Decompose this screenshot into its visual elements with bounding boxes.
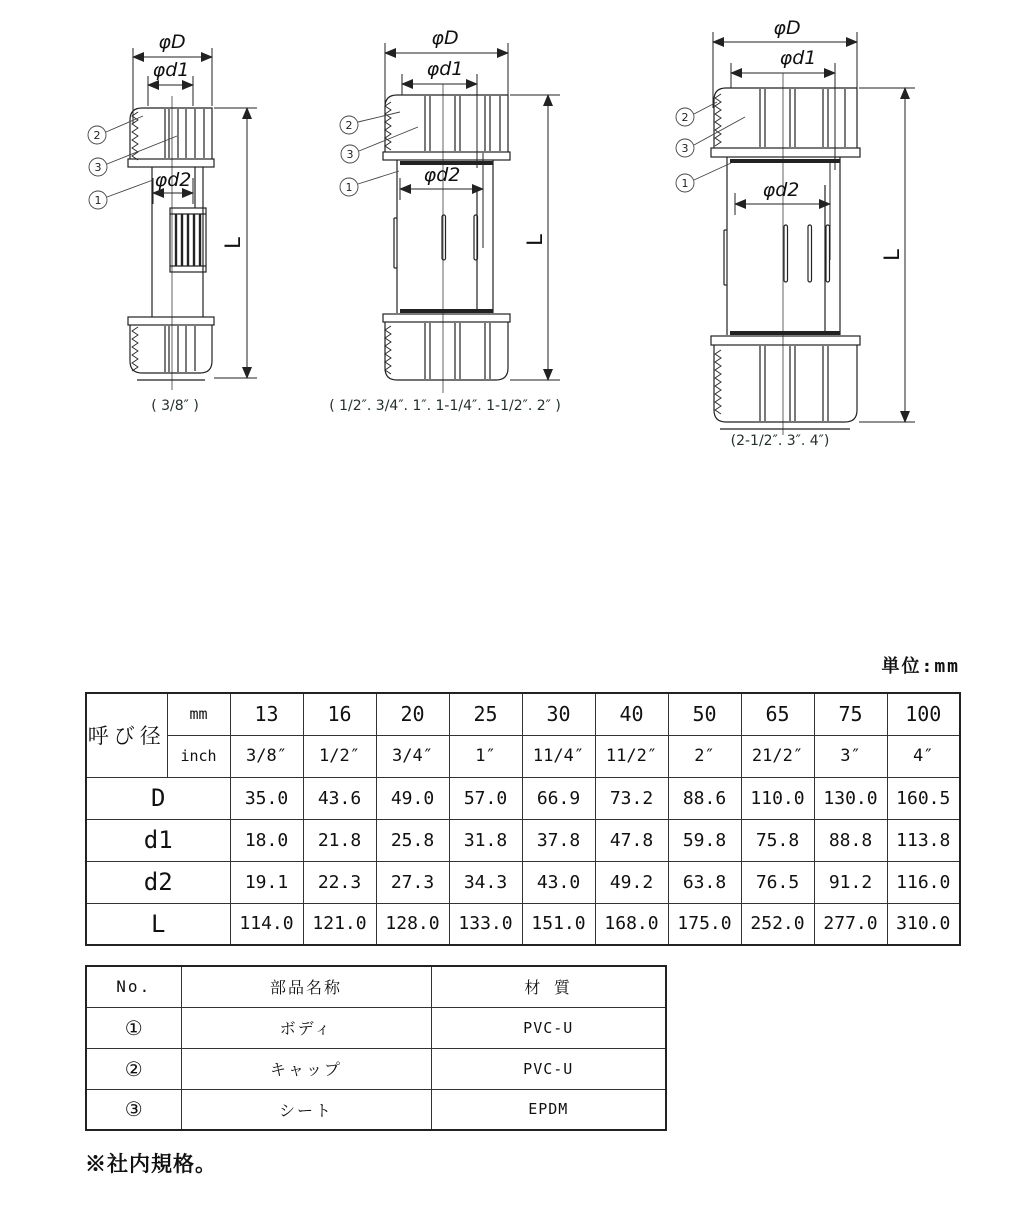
dim-value-cell: 21.8	[303, 819, 376, 861]
part-no: ③	[86, 1089, 181, 1130]
inch-value-cell: 3/8″	[230, 735, 303, 777]
mm-value-cell: 65	[741, 693, 814, 735]
dim-value-cell: 35.0	[230, 777, 303, 819]
dim-value-cell: 175.0	[668, 903, 741, 945]
mm-value-cell: 75	[814, 693, 887, 735]
inch-value-cell: 11/2″	[595, 735, 668, 777]
row-label-d2: d2	[86, 861, 230, 903]
part-material: PVC-U	[431, 1048, 666, 1089]
mm-value-cell: 13	[230, 693, 303, 735]
parts-row-cap	[86, 1048, 666, 1089]
dim-label-phi-d2: φd2	[154, 169, 192, 191]
unit-label: 単位:mm	[881, 656, 960, 677]
callout-3: 3	[94, 161, 102, 174]
callout-2: 2	[681, 111, 689, 124]
dim-label-phi-d2: φd2	[423, 164, 461, 186]
dim-value-cell: 31.8	[449, 819, 522, 861]
dim-value-cell: 151.0	[522, 903, 595, 945]
mm-value-cell: 40	[595, 693, 668, 735]
dim-value-cell: 128.0	[376, 903, 449, 945]
dim-label-phi-d: φD	[431, 27, 459, 49]
part-material: PVC-U	[431, 1007, 666, 1048]
dim-label-phi-d1: φd1	[426, 58, 464, 80]
dim-value-cell: 110.0	[741, 777, 814, 819]
dim-value-cell: 75.8	[741, 819, 814, 861]
dim-value-cell: 130.0	[814, 777, 887, 819]
dim-value-cell: 57.0	[449, 777, 522, 819]
coupling-drawing-2half-to-4	[665, 17, 930, 460]
drawing-caption: ( 1/2″. 3/4″. 1″. 1-1/4″. 1-1/2″. 2″ )	[329, 398, 561, 414]
dim-label-phi-d1: φd1	[779, 47, 817, 69]
dim-label-l: L	[880, 249, 904, 261]
dim-value-cell: 22.3	[303, 861, 376, 903]
parts-header-no: No.	[86, 966, 181, 1007]
part-name: シート	[181, 1089, 431, 1130]
inch-value-cell: 1/2″	[303, 735, 376, 777]
coupling-outline	[711, 73, 860, 435]
dimension-lines	[713, 32, 915, 422]
callout-3: 3	[681, 142, 689, 155]
dim-label-l: L	[221, 237, 245, 249]
dim-value-cell: 133.0	[449, 903, 522, 945]
dim-value-cell: 113.8	[887, 819, 960, 861]
callout-1: 1	[345, 181, 353, 194]
mm-value-cell: 100	[887, 693, 960, 735]
dim-label-phi-d: φD	[158, 31, 186, 53]
dim-value-cell: 168.0	[595, 903, 668, 945]
dim-value-cell: 66.9	[522, 777, 595, 819]
dim-value-cell: 88.8	[814, 819, 887, 861]
parts-row-body	[86, 1007, 666, 1048]
dim-value-cell: 63.8	[668, 861, 741, 903]
inch-value-cell: 2″	[668, 735, 741, 777]
dim-value-cell: 43.6	[303, 777, 376, 819]
dim-value-cell: 73.2	[595, 777, 668, 819]
dim-value-cell: 18.0	[230, 819, 303, 861]
callout-2: 2	[345, 119, 353, 132]
mm-row-header: mm	[167, 693, 230, 735]
dim-value-cell: 37.8	[522, 819, 595, 861]
part-material: EPDM	[431, 1089, 666, 1130]
dim-value-cell: 43.0	[522, 861, 595, 903]
part-no: ①	[86, 1007, 181, 1048]
mm-value-cell: 30	[522, 693, 595, 735]
mm-value-cell: 16	[303, 693, 376, 735]
dim-label-phi-d2: φd2	[762, 179, 800, 201]
coupling-drawing-half-to-2	[325, 28, 585, 428]
dim-value-cell: 121.0	[303, 903, 376, 945]
callout-1: 1	[94, 194, 102, 207]
row-label-L: L	[86, 903, 230, 945]
coupling-outline	[383, 84, 510, 393]
part-name: キャップ	[181, 1048, 431, 1089]
callout-1: 1	[681, 177, 689, 190]
dim-value-cell: 59.8	[668, 819, 741, 861]
dim-value-cell: 91.2	[814, 861, 887, 903]
footnote: ※社内規格。	[85, 1152, 217, 1176]
dimension-lines	[385, 43, 560, 380]
dim-label-phi-d1: φd1	[152, 59, 190, 81]
dim-value-cell: 34.3	[449, 861, 522, 903]
dim-value-cell: 88.6	[668, 777, 741, 819]
mm-value-cell: 25	[449, 693, 522, 735]
dim-value-cell: 47.8	[595, 819, 668, 861]
callout-3: 3	[346, 148, 354, 161]
coupling-outline	[128, 96, 214, 390]
mm-value-cell: 20	[376, 693, 449, 735]
dim-value-cell: 25.8	[376, 819, 449, 861]
inch-value-cell: 3/4″	[376, 735, 449, 777]
dim-label-l: L	[523, 234, 547, 246]
row-label-D: D	[86, 777, 230, 819]
mm-value-cell: 50	[668, 693, 741, 735]
part-name: ボディ	[181, 1007, 431, 1048]
parts-table	[85, 965, 667, 1131]
callout-2: 2	[93, 129, 101, 142]
dim-value-cell: 116.0	[887, 861, 960, 903]
dim-value-cell: 27.3	[376, 861, 449, 903]
inch-value-cell: 11/4″	[522, 735, 595, 777]
inch-value-cell: 3″	[814, 735, 887, 777]
parts-row-seat	[86, 1089, 666, 1130]
inch-row-header: inch	[167, 735, 230, 777]
dim-value-cell: 252.0	[741, 903, 814, 945]
inch-value-cell: 4″	[887, 735, 960, 777]
drawing-caption: (2-1/2″. 3″. 4″)	[730, 433, 830, 449]
nominal-diameter-header: 呼び径	[86, 693, 167, 777]
dimension-table	[85, 692, 961, 946]
drawing-caption: ( 3/8″ )	[151, 398, 199, 414]
dim-value-cell: 160.5	[887, 777, 960, 819]
dim-value-cell: 76.5	[741, 861, 814, 903]
dim-value-cell: 310.0	[887, 903, 960, 945]
dim-value-cell: 19.1	[230, 861, 303, 903]
dim-value-cell: 277.0	[814, 903, 887, 945]
dim-value-cell: 49.2	[595, 861, 668, 903]
coupling-drawing-3-8	[85, 28, 270, 428]
parts-header-name: 部品名称	[181, 966, 431, 1007]
inch-value-cell: 1″	[449, 735, 522, 777]
row-label-d1: d1	[86, 819, 230, 861]
parts-header-material: 材 質	[431, 966, 666, 1007]
dim-value-cell: 114.0	[230, 903, 303, 945]
dim-value-cell: 49.0	[376, 777, 449, 819]
inch-value-cell: 21/2″	[741, 735, 814, 777]
dim-label-phi-d: φD	[773, 17, 801, 39]
part-no: ②	[86, 1048, 181, 1089]
